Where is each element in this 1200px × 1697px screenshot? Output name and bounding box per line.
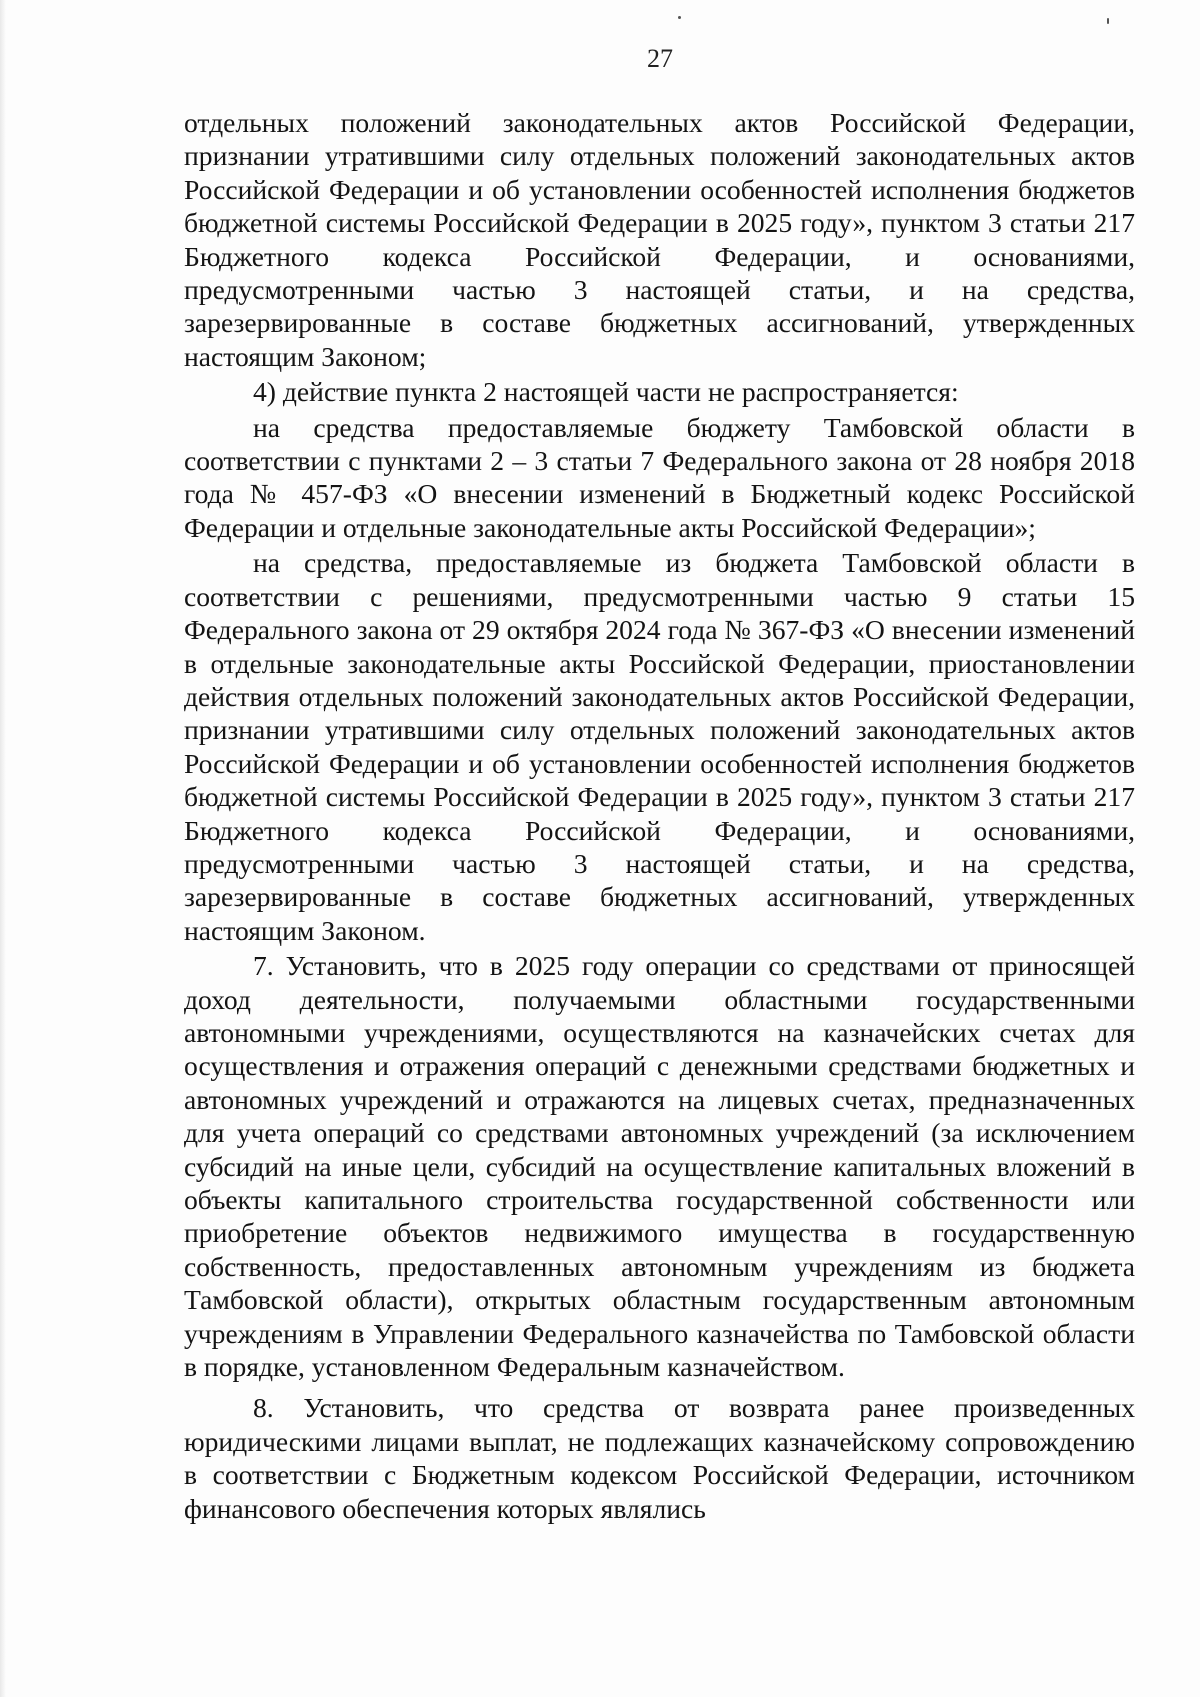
document-body [184,106,1135,1525]
paragraph-item-4: 4) действие пункта 2 настоящей части не распространяется: [253,376,959,408]
paragraph-section-8: 8. Установить, что средства от возврата ранее произведенных юридическими лицами выплат, не подлежащих казначейскому сопровождению в соответствии с Бюджетным кодексом Российской Федерации, источником финансового обеспечения которых являлись [184,1392,1135,1524]
paragraph: на средства, предоставляемые из бюджета Тамбовской области в соответствии с решениями, предусмотренными частью 9 статьи 15 Федерального закона от 29 октября 2024 года № 367-ФЗ «О внесении изменений в отдельные законодательные акты Российской Федерации, приостановлении действия отдельных положений законодательных актов Российской Федерации, признании утратившими силу отдельных положений законодательных актов Российской Федерации и об установлении особенностей исполнения бюджетов бюджетной системы Российской Федерации в 2025 году», пунктом 3 статьи 217 Бюджетного кодекса Российской Федерации, и основаниями, предусмотренными частью 3 настоящей статьи, и на средства, зарезервированные в составе бюджетных ассигнований, утвержденных настоящим Законом. [184,547,1135,946]
scan-speck [678,16,681,19]
scan-edge-shadow [0,0,6,1697]
paragraph-section-7: 7. Установить, что в 2025 году операции со средствами от приносящей доход деятельности, получаемыми областными государственными автономными учреждениями, осуществляются на казначейских счетах для осуществления и отражения операций с денежными средствами бюджетных и автономных учреждений и отражаются на лицевых счетах, предназначенных для учета операций со средствами автономных учреждений (за исключением субсидий на иные цели, субсидий на осуществление капитальных вложений в объекты капитального строительства государственной собственности или приобретение объектов недвижимого имущества в государственную собственность, предоставленных автономным учреждениям из бюджета Тамбовской области), открытых областным государственным автономным учреждениям в Управлении Федерального казначейства по Тамбовской области в порядке, установленном Федеральным казначейством. [184,950,1135,1383]
paragraph: на средства предоставляемые бюджету Тамбовской области в соответствии с пунктами 2 – 3 статьи 7 Федерального закона от 28 ноября 2018 года № 457-ФЗ «О внесении изменений в Бюджетный кодекс Российской Федерации и отдельные законодательные акты Российской Федерации»; [184,411,1135,543]
paragraph: отдельных положений законодательных актов Российской Федерации, признании утратившими силу отдельных положений законодательных актов Российской Федерации и об установлении особенностей исполнения бюджетов бюджетной системы Российской Федерации в 2025 году», пунктом 3 статьи 217 Бюджетного кодекса Российской Федерации, и основаниями, предусмотренными частью 3 настоящей статьи, и на средства, зарезервированные в составе бюджетных ассигнований, утвержденных настоящим Законом; [184,107,1135,372]
scan-speck [1107,18,1109,24]
page-number: 27 [647,44,673,73]
